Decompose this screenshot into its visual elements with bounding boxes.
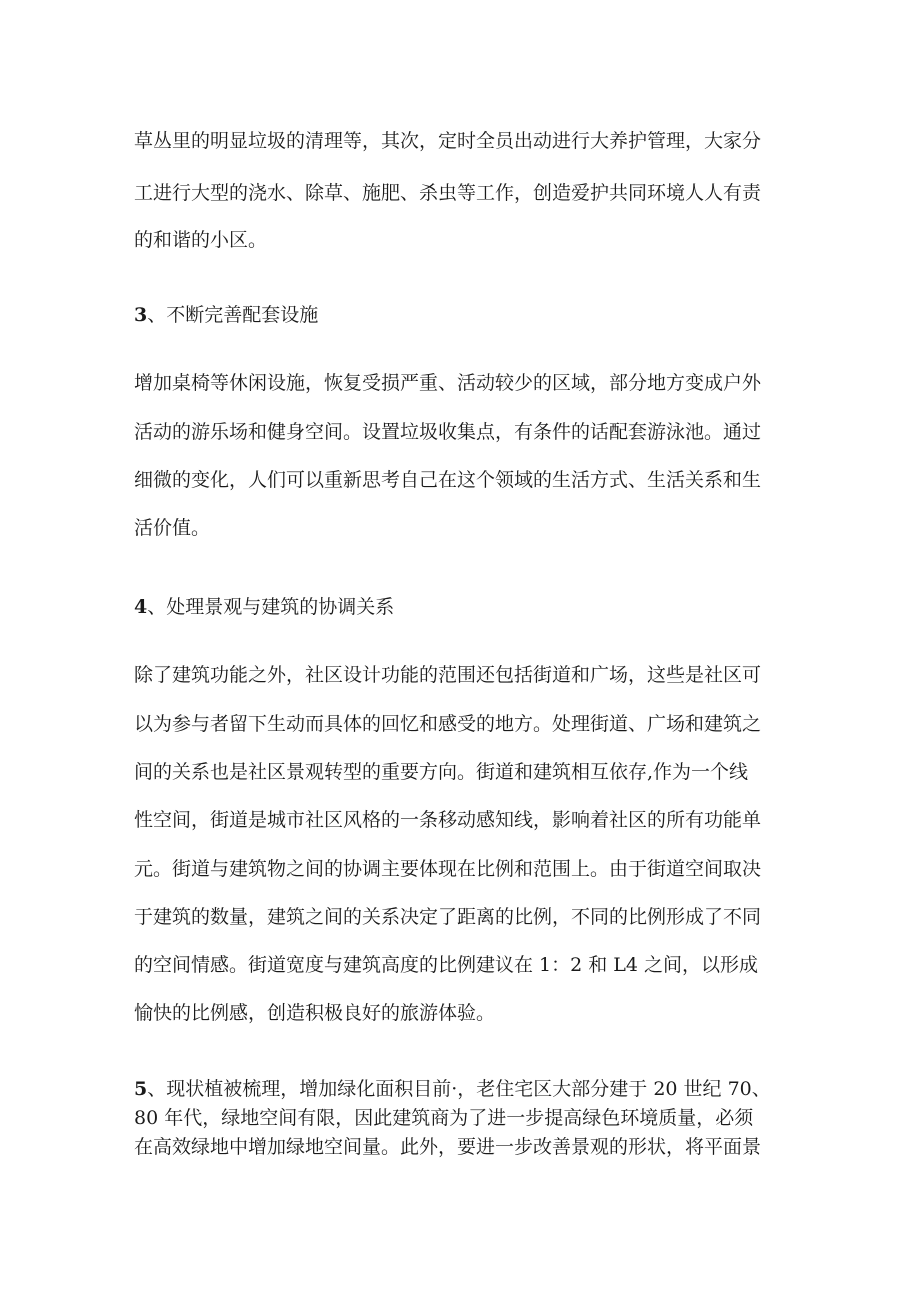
- paragraph-3-line-1: 除了建筑功能之外，社区设计功能的范围还包括街道和广场，这些是社区可: [134, 664, 762, 686]
- paragraph-4-line-1: 80 年代，绿地空间有限，因此建筑商为了进一步提高绿色环境质量，必须: [134, 1107, 754, 1129]
- paragraph-2-line-2: 活动的游乐场和健身空间。设置垃圾收集点，有条件的话配套游泳池。通过: [134, 421, 762, 443]
- paragraph-2-line-1: 增加桌椅等休闲设施，恢复受损严重、活动较少的区域，部分地方变成户外: [134, 372, 762, 394]
- section-heading-3: [134, 302, 794, 328]
- section-heading-4: [134, 594, 794, 620]
- paragraph-3-line-2: 以为参与者留下生动而具体的回忆和感受的地方。处理街道、广场和建筑之: [134, 713, 762, 735]
- paragraph-3-line-4: 性空间，街道是城市社区风格的一条移动感知线，影响着社区的所有功能单: [134, 809, 762, 831]
- paragraph-3-line-6: 于建筑的数量，建筑之间的关系决定了距离的比例，不同的比例形成了不同: [134, 906, 762, 928]
- section-heading-5-number: 5: [134, 1078, 148, 1100]
- paragraph-3-line-5: 元。街道与建筑物之间的协调主要体现在比例和范围上。由于街道空间取决: [134, 858, 762, 880]
- paragraph-3-line-8: 愉快的比例感，创造积极良好的旅游体验。: [134, 1002, 496, 1024]
- section-heading-3-text: 、不断完善配套设施: [147, 304, 319, 326]
- section-heading-3-number: 3: [134, 304, 148, 326]
- paragraph-4-line-2: 在高效绿地中增加绿地空间量。此外，要进一步改善景观的形状，将平面景: [134, 1136, 762, 1158]
- paragraph-1-line-2: 工进行大型的浇水、除草、施肥、杀虫等工作，创造爱护共同环境人人有责: [134, 182, 762, 204]
- paragraph-2-line-3: 细微的变化，人们可以重新思考自己在这个领域的生活方式、生活关系和生: [134, 469, 762, 491]
- paragraph-3-line-7: 的空间情感。街道宽度与建筑高度的比例建议在 1：2 和 L4 之间，以形成: [134, 954, 759, 976]
- section-heading-4-text: 、处理景观与建筑的协调关系: [147, 596, 395, 618]
- section-heading-5: [134, 1076, 794, 1102]
- paragraph-2-line-4: 活价值。: [134, 517, 211, 539]
- paragraph-1-line-3: 的和谐的小区。: [134, 229, 268, 251]
- section-heading-5-text: 、现状植被梳理，增加绿化面积目前·，老住宅区大部分建于 20 世纪 70、: [147, 1078, 771, 1100]
- paragraph-1-line-1: 草丛里的明显垃圾的清理等，其次，定时全员出动进行大养护管理，大家分: [134, 130, 762, 152]
- paragraph-3-line-3: 间的关系也是社区景观转型的重要方向。街道和建筑相互依存,作为一个线: [134, 761, 749, 783]
- section-heading-4-number: 4: [134, 596, 148, 618]
